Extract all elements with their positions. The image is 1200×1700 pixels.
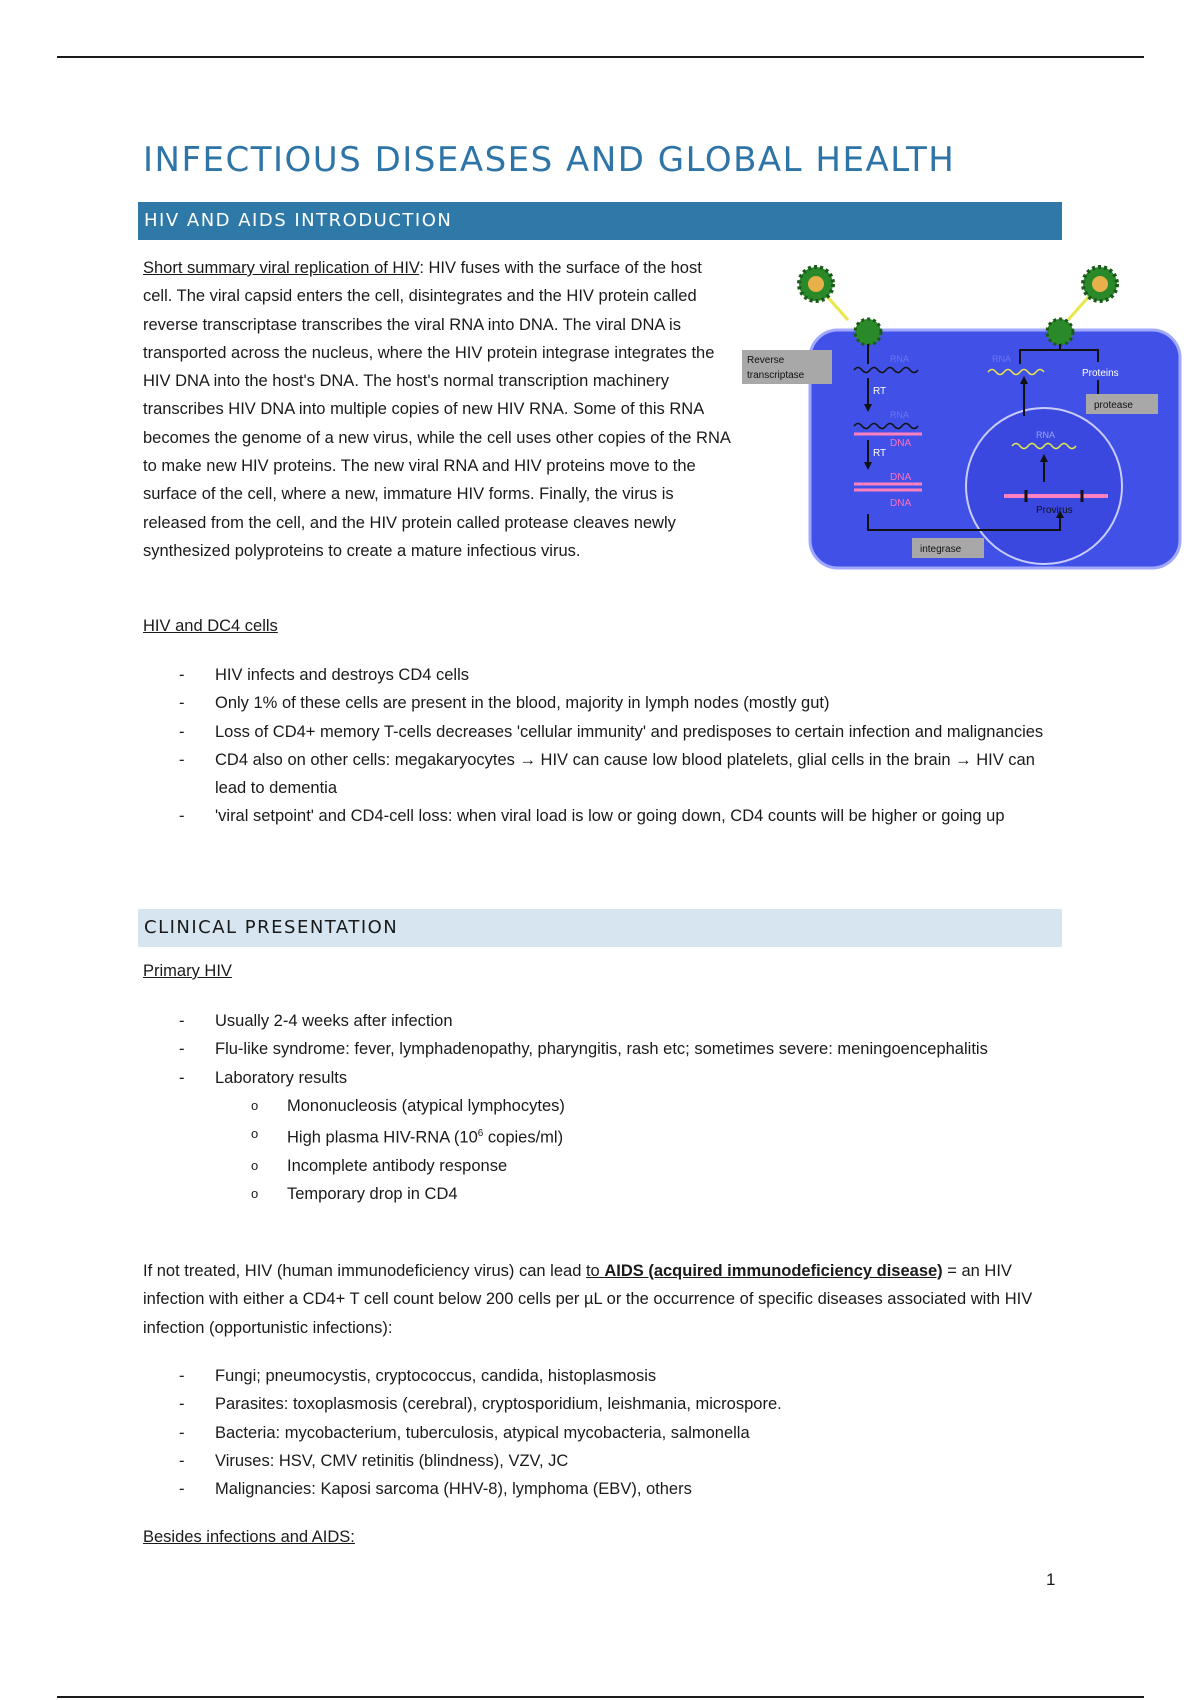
summary-colon: : (419, 259, 424, 277)
label-rna-1: RNA (890, 354, 910, 364)
label-dna-3: DNA (890, 498, 912, 509)
list-item: - Viruses: HSV, CMV retinitis (blindness), VZV, JC (143, 1447, 1063, 1475)
label-reverse: Reverse (747, 355, 785, 366)
list-item: - HIV infects and destroys CD4 cells (143, 661, 1063, 689)
label-rt-1: RT (873, 386, 887, 397)
cd4-heading: HIV and DC4 cells (143, 617, 278, 635)
list-item (143, 1064, 1063, 1209)
label-proteins: Proteins (1082, 368, 1119, 379)
lab-results-label: Laboratory results (215, 1068, 348, 1087)
list-item: - Loss of CD4+ memory T-cells decreases 'cellular immunity' and predisposes to certain infection and malignancies (143, 718, 1063, 746)
top-rule (57, 56, 1144, 58)
label-rt-2: RT (873, 448, 887, 459)
page-title: INFECTIOUS DISEASES AND GLOBAL HEALTH (143, 140, 956, 180)
hiv-replication-diagram (742, 258, 1182, 573)
list-item: o Temporary drop in CD4 (215, 1180, 1063, 1208)
virus-icon-left (799, 267, 848, 320)
primary-hiv-heading: Primary HIV (143, 962, 232, 980)
aids-post: = an HIV infection with either a CD4+ T cell count below 200 cells per µL or the occurrence of specific diseases associated with HIV infection (opportunistic infections): (143, 1262, 1033, 1337)
label-dna-1: DNA (890, 438, 912, 449)
label-rna-4: RNA (992, 354, 1012, 364)
virus-bud-right-icon (1047, 319, 1073, 345)
list-item: - Parasites: toxoplasmosis (cerebral), cryptosporidium, leishmania, microspore. (143, 1390, 1063, 1418)
virus-bud-left-icon (855, 319, 881, 345)
virus-icon-right (1068, 267, 1117, 320)
summary-paragraph (143, 254, 733, 565)
cd4-list (143, 661, 1063, 831)
label-protease: protease (1094, 400, 1133, 411)
page-number: 1 (1046, 1570, 1056, 1589)
lab-exponent: 6 (477, 1128, 484, 1140)
list-item: - 'viral setpoint' and CD4-cell loss: when viral load is low or going down, CD4 counts will be higher or going up (143, 802, 1063, 830)
list-item: - Bacteria: mycobacterium, tuberculosis, atypical mycobacteria, salmonella (143, 1419, 1063, 1447)
lab-hiv-rna-suffix: copies/ml) (483, 1128, 564, 1147)
list-item: o Incomplete antibody response (215, 1152, 1063, 1180)
list-item: - Usually 2-4 weeks after infection (143, 1007, 1063, 1035)
section-heading-hiv-aids: HIV AND AIDS INTRODUCTION (138, 202, 1062, 240)
list-item: - Flu-like syndrome: fever, lymphadenopathy, pharyngitis, rash etc; sometimes severe: meningoencephalitis (143, 1035, 1063, 1063)
label-rna-3: RNA (1036, 430, 1056, 440)
label-provirus: Provirus (1036, 505, 1073, 516)
aids-to: to (585, 1262, 605, 1280)
lab-hiv-rna: High plasma HIV-RNA (10 (287, 1128, 478, 1147)
aids-paragraph (143, 1257, 1043, 1342)
opportunistic-infections-list (143, 1362, 1063, 1503)
aids-definition: AIDS (acquired immunodeficiency disease) (604, 1262, 943, 1280)
list-item: - CD4 also on other cells: megakaryocytes → HIV can cause low blood platelets, glial cells in the brain → HIV can lead to dementia (143, 746, 1063, 803)
primary-hiv-list (143, 1007, 1063, 1209)
summary-label: Short summary viral replication of HIV (143, 259, 420, 277)
aids-pre: If not treated, HIV (human immunodeficiency virus) can lead (143, 1262, 586, 1280)
label-rna-2: RNA (890, 410, 910, 420)
bottom-rule (57, 1696, 1144, 1698)
summary-text: HIV fuses with the surface of the host cell. The viral capsid enters the cell, disintegrates and the HIV protein called reverse transcriptase transcribes the viral RNA into DNA. The viral DNA is transported across the nucleus, where the HIV protein integrase integrates the HIV DNA into the host's DNA. The host's normal transcription machinery transcribes HIV DNA into multiple copies of new HIV RNA. Some of this RNA becomes the genome of a new virus, while the cell uses other copies of the RNA to make new HIV proteins. The new viral RNA and HIV proteins move to the surface of the cell, where a new, immature HIV forms. Finally, the virus is released from the cell, and the HIV protein called protease cleaves newly synthesized polyproteins to create a mature infectious virus. (143, 259, 730, 560)
list-item: - Fungi; pneumocystis, cryptococcus, candida, histoplasmosis (143, 1362, 1063, 1390)
list-item: o Mononucleosis (atypical lymphocytes) (215, 1092, 1063, 1120)
section-heading-clinical: CLINICAL PRESENTATION (138, 909, 1062, 947)
besides-heading: Besides infections and AIDS: (143, 1528, 355, 1546)
label-transcriptase: transcriptase (747, 370, 805, 381)
label-dna-2: DNA (890, 472, 912, 483)
lab-results-list (215, 1092, 1063, 1209)
list-item (215, 1120, 1063, 1152)
label-integrase: integrase (920, 544, 962, 555)
list-item: - Only 1% of these cells are present in the blood, majority in lymph nodes (mostly gut) (143, 689, 1063, 717)
list-item: - Malignancies: Kaposi sarcoma (HHV-8), lymphoma (EBV), others (143, 1475, 1063, 1503)
